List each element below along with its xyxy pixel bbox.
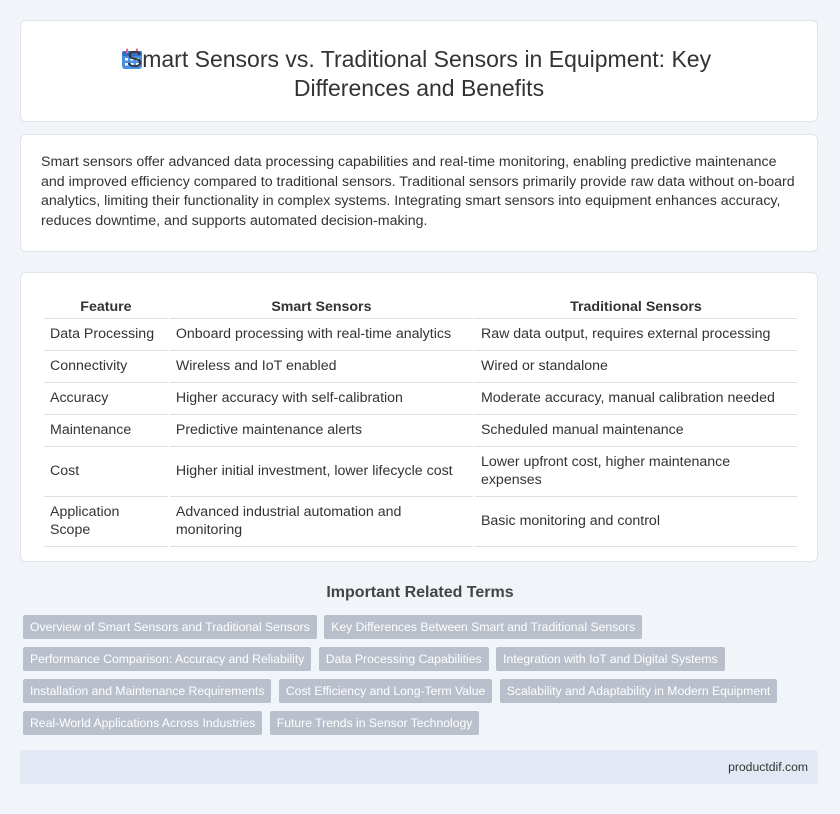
table-row — [44, 351, 797, 383]
table-row — [44, 415, 797, 447]
header-traditional-sensors: Traditional Sensors — [475, 295, 797, 319]
table-cell: Lower upfront cost, higher maintenance expenses — [475, 447, 797, 497]
table-cell: Higher accuracy with self-calibration — [170, 383, 473, 415]
related-term-tag[interactable]: Installation and Maintenance Requirements — [23, 679, 271, 703]
related-term-tag[interactable]: Key Differences Between Smart and Traditional Sensors — [324, 615, 642, 639]
related-term-tag[interactable]: Overview of Smart Sensors and Traditional Sensors — [23, 615, 317, 639]
footer-site-link[interactable]: productdif.com — [728, 760, 808, 774]
table-cell: Moderate accuracy, manual calibration needed — [475, 383, 797, 415]
table-cell: Wireless and IoT enabled — [170, 351, 473, 383]
table-header-row — [44, 295, 797, 319]
related-term-tag[interactable]: Real-World Applications Across Industries — [23, 711, 262, 735]
intro-card — [20, 134, 818, 252]
related-term-tag[interactable]: Integration with IoT and Digital Systems — [496, 647, 725, 671]
table-cell: Connectivity — [44, 351, 168, 383]
table-row — [44, 383, 797, 415]
related-terms-list — [23, 615, 813, 743]
table-cell: Accuracy — [44, 383, 168, 415]
table-cell: Maintenance — [44, 415, 168, 447]
table-row — [44, 497, 797, 547]
table-cell: Onboard processing with real-time analytics — [170, 319, 473, 351]
related-term-tag[interactable]: Data Processing Capabilities — [319, 647, 489, 671]
comparison-table-card — [20, 272, 818, 562]
table-cell: Advanced industrial automation and monitoring — [170, 497, 473, 547]
table-cell: Predictive maintenance alerts — [170, 415, 473, 447]
table-row — [44, 319, 797, 351]
table-row — [44, 447, 797, 497]
table-cell: Wired or standalone — [475, 351, 797, 383]
header-card — [20, 20, 818, 122]
table-cell: Cost — [44, 447, 168, 497]
intro-text: Smart sensors offer advanced data processing capabilities and real-time monitoring, enabling predictive maintenance and improved efficiency compared to traditional sensors. Traditional sensors primarily provide raw data without on-board analytics, limiting their functionality in complex systems. Integrating smart sensors into equipment enhances accuracy, reduces downtime, and supports automated decision-making. — [41, 154, 795, 229]
table-cell: Raw data output, requires external processing — [475, 319, 797, 351]
header-smart-sensors: Smart Sensors — [170, 295, 473, 319]
table-cell: Basic monitoring and control — [475, 497, 797, 547]
related-term-tag[interactable]: Future Trends in Sensor Technology — [270, 711, 480, 735]
footer-bar — [20, 750, 818, 784]
table-cell: Higher initial investment, lower lifecycle cost — [170, 447, 473, 497]
related-term-tag[interactable]: Performance Comparison: Accuracy and Reliability — [23, 647, 311, 671]
page-title: Smart Sensors vs. Traditional Sensors in Equipment: Key Differences and Benefits — [126, 46, 712, 101]
related-term-tag[interactable]: Cost Efficiency and Long-Term Value — [279, 679, 492, 703]
related-terms-title: Important Related Terms — [326, 584, 514, 601]
related-term-tag[interactable]: Scalability and Adaptability in Modern Equipment — [500, 679, 778, 703]
comparison-table — [42, 295, 799, 547]
table-cell: Application Scope — [44, 497, 168, 547]
table-cell: Scheduled manual maintenance — [475, 415, 797, 447]
header-feature: Feature — [44, 295, 168, 319]
table-cell: Data Processing — [44, 319, 168, 351]
